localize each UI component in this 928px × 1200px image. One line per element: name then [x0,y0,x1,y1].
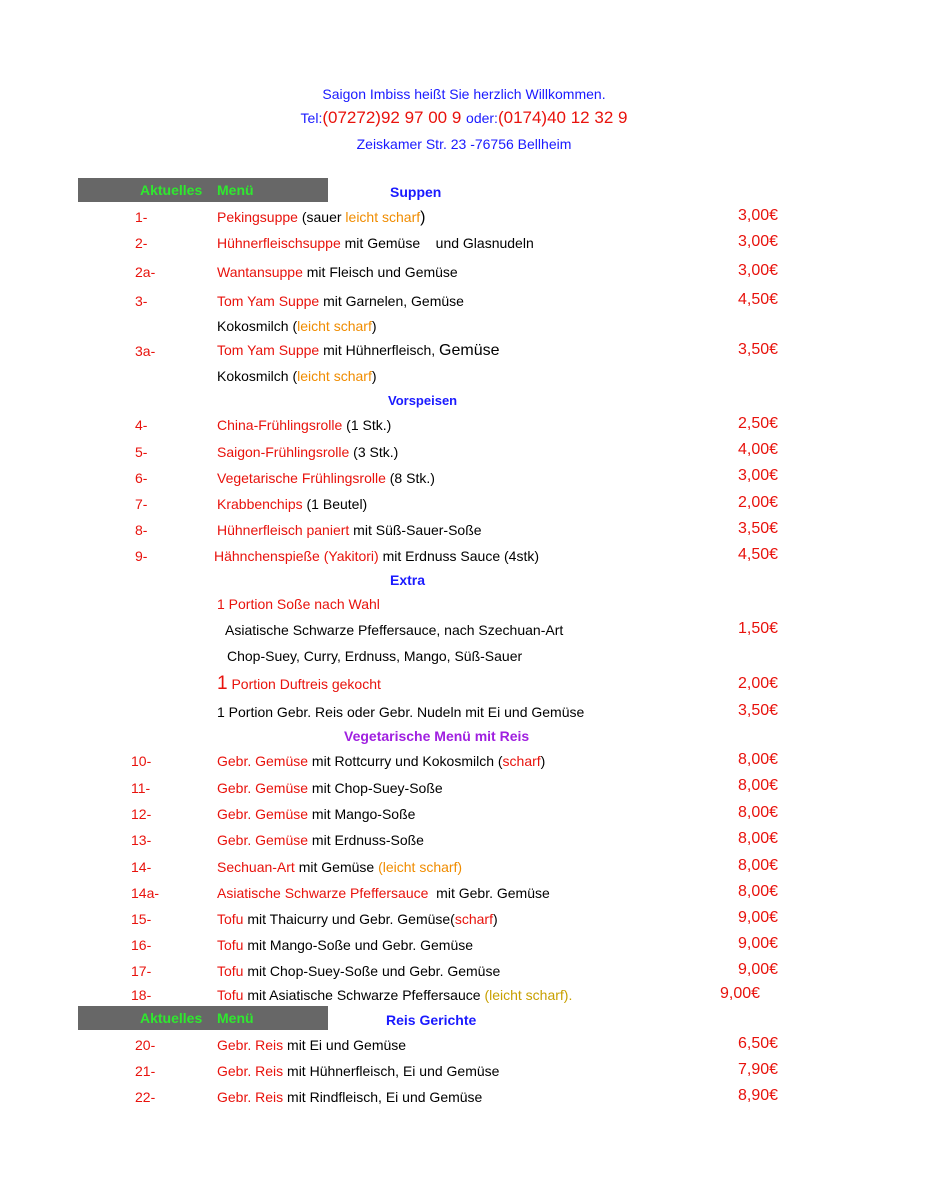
item-number: 13- [131,832,152,848]
item-price: 3,00€ [738,207,779,224]
item-number: 6- [135,470,148,486]
item-price: 8,00€ [738,751,779,768]
item-price: 9,00€ [738,909,779,926]
item-price: 4,50€ [738,291,779,308]
item-description: Tom Yam Suppe mit Garnelen, Gemüse [217,293,464,309]
item-description: China-Frühlingsrolle (1 Stk.) [217,417,392,433]
item-number: 11- [131,780,151,796]
item-number: 9- [135,548,148,564]
address-line: Zeiskamer Str. 23 -76756 Bellheim [356,136,572,152]
item-description: Saigon-Frühlingsrolle (3 Stk.) [217,444,399,460]
item-price: 8,00€ [738,857,779,874]
item-number: 2a- [135,264,156,280]
item-number: 5- [135,444,148,460]
item-number: 14- [131,859,152,875]
item-description: Asiatische Schwarze Pfeffersauce mit Gebr. Gemüse [217,885,550,901]
item-description: Pekingsuppe (sauer leicht scharf) [217,209,426,226]
item-price: 6,50€ [738,1035,779,1052]
section-vorspeisen: Vorspeisen [388,393,458,408]
item-price: 4,50€ [738,546,779,563]
item-description: Hähnchenspieße (Yakitori) mit Erdnuss Sauce (4stk) [214,548,539,564]
extra-price-fried: 3,50€ [738,702,779,719]
item-price: 2,00€ [738,494,779,511]
tel-label: Tel: [300,110,323,126]
item-number: 14a- [131,885,160,901]
item-description: Gebr. Reis mit Hühnerfleisch, Ei und Gemüse [217,1063,500,1079]
item-price: 9,00€ [738,935,779,952]
item-number: 15- [131,911,152,927]
item-number: 1- [135,209,148,225]
item-price: 3,50€ [738,341,779,358]
item-description: Hühnerfleischsuppe mit Gemüse und Glasnudeln [217,235,534,251]
item-number: 21- [135,1063,156,1079]
item-description-line2: Kokosmilch (leicht scharf) [217,318,377,334]
extra-line-sauce: 1 Portion Soße nach Wahl [217,596,380,612]
item-price: 8,00€ [738,883,779,900]
extra-line-sauce-types: Chop-Suey, Curry, Erdnuss, Mango, Süß-Sauer [227,648,523,664]
or-label: oder: [466,110,498,126]
item-number: 22- [135,1089,156,1105]
item-number: 20- [135,1037,156,1053]
bar-word-menu: Menü [217,182,254,198]
extra-price-rice: 2,00€ [738,675,779,692]
section-suppen: Suppen [390,184,442,200]
bar-word-aktuelles: Aktuelles [140,1010,203,1026]
item-price: 3,00€ [738,467,779,484]
item-description: Tofu mit Chop-Suey-Soße und Gebr. Gemüse [217,963,501,979]
item-price: 8,90€ [738,1087,779,1104]
extra-price-sauce: 1,50€ [738,620,779,637]
item-price: 9,00€ [720,985,761,1002]
section-extra: Extra [390,572,426,588]
item-description: Krabbenchips (1 Beutel) [217,496,368,512]
item-price: 9,00€ [738,961,779,978]
item-price: 8,00€ [738,804,779,821]
bar-word-aktuelles: Aktuelles [140,182,203,198]
item-description: Wantansuppe mit Fleisch und Gemüse [217,264,458,280]
item-description: Tofu mit Mango-Soße und Gebr. Gemüse [217,937,474,953]
item-description: Gebr. Gemüse mit Chop-Suey-Soße [217,780,443,796]
item-description: Sechuan-Art mit Gemüse (leicht scharf) [217,859,463,875]
item-description: Gebr. Gemüse mit Mango-Soße [217,806,416,822]
item-description: Hühnerfleisch paniert mit Süß-Sauer-Soße [217,522,482,538]
item-number: 12- [131,806,152,822]
item-number: 2- [135,235,148,251]
item-description-line2: Kokosmilch (leicht scharf) [217,368,377,384]
item-description: Gebr. Reis mit Rindfleisch, Ei und Gemüse [217,1089,483,1105]
item-number: 3a- [135,343,156,359]
item-description: Tofu mit Asiatische Schwarze Pfeffersauce (leicht scharf). [217,987,573,1003]
phone-1: (07272)92 97 00 9 [322,108,462,127]
item-number: 3- [135,293,148,309]
extra-line-fried: 1 Portion Gebr. Reis oder Gebr. Nudeln mit Ei und Gemüse [217,704,585,720]
item-number: 18- [131,987,152,1003]
item-price: 3,00€ [738,262,779,279]
item-number: 17- [131,963,152,979]
item-price: 7,90€ [738,1061,779,1078]
item-description: Tom Yam Suppe mit Hühnerfleisch, Gemüse [217,342,500,359]
phone-2: (0174)40 12 32 9 [497,108,628,127]
section-reis: Reis Gerichte [386,1012,477,1028]
item-price: 3,50€ [738,520,779,537]
extra-line-rice: 1 Portion Duftreis gekocht [217,673,381,694]
item-description: Gebr. Gemüse mit Erdnuss-Soße [217,832,424,848]
item-description: Vegetarische Frühlingsrolle (8 Stk.) [217,470,435,486]
item-number: 16- [131,937,152,953]
item-price: 4,00€ [738,441,779,458]
item-number: 7- [135,496,148,512]
extra-line-sauce-options: Asiatische Schwarze Pfeffersauce, nach Szechuan-Art [225,622,564,638]
item-description: Tofu mit Thaicurry und Gebr. Gemüse(scharf) [217,911,498,927]
item-price: 8,00€ [738,830,779,847]
item-price: 3,00€ [738,233,779,250]
bar-word-menu: Menü [217,1010,254,1026]
menu-bar-top [78,178,328,202]
item-description: Gebr. Reis mit Ei und Gemüse [217,1037,407,1053]
item-price: 2,50€ [738,415,779,432]
item-price: 8,00€ [738,777,779,794]
item-number: 8- [135,522,148,538]
welcome-line: Saigon Imbiss heißt Sie herzlich Willkommen. [322,86,606,102]
item-description: Gebr. Gemüse mit Rottcurry und Kokosmilch (scharf) [217,753,546,769]
section-vegetarisch: Vegetarische Menü mit Reis [344,728,530,744]
item-number: 10- [131,753,152,769]
phone-line [0,108,928,128]
item-number: 4- [135,417,148,433]
menu-bar-bottom [78,1006,328,1030]
